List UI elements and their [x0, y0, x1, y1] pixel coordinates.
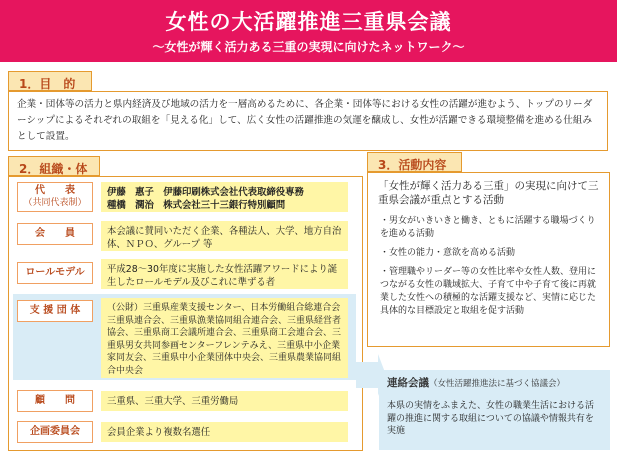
org-content-role-model: 平成28～30年度に実施した女性活躍アワードにより誕生したロールモデル及びこれに準ずる者 [101, 259, 348, 289]
activities-box [367, 172, 610, 347]
liaison-box [379, 370, 610, 450]
org-label-text: 顧 問 [35, 395, 75, 406]
org-label-members [17, 223, 93, 245]
org-content-members: 本会議に賛同いただく企業、各種法人、大学、地方自治体、ＮＰＯ、グループ 等 [101, 221, 348, 251]
activity-item: ・管理職やリーダー等の女性比率や女性人数、登用につながる女性の職域拡大、子育て中や子育て後に再就業した女性への積極的な活躍支援など、実情に応じた具体的な目標設定と取組を促す活動 [380, 267, 597, 316]
organization-heading: 2．組織・体 [8, 156, 100, 176]
activities-lead: 「女性が輝く活力ある三重」の実現に向けて三重県会議が重点とする活動 [378, 180, 599, 206]
activities-heading: 3．活動内容 [367, 152, 462, 172]
org-label-representative [17, 182, 93, 212]
org-content-representative: 伊藤 惠子 伊藤印刷株式会社代表取締役専務 種橋 潤治 株式会社三十三銀行特別顧問 [101, 182, 348, 212]
purpose-body: 企業・団体等の活力と県内経済及び地域の活力を一層高めるために、各企業・団体等における女性の活躍が進むよう、トップのリーダーシップによるそれぞれの取組を「見える化」して、広く女性の活躍推進の気運を醸成し、女性が活躍できる環境整備を進める仕組みとして設置。 [8, 91, 608, 151]
org-label-subtext: （共同代表制） [23, 198, 87, 208]
org-label-text: 企画委員会 [30, 426, 80, 437]
purpose-heading: 1．目 的 [8, 71, 92, 91]
org-content-support: （公財）三重県産業支援センター、日本労働組合総連合会三重県連合会、三重県漁業協同組合連合会、三重県経営者協会、三重県商工会議所連合会、三重県商工会連合会、三重県男女共同参画センターフレンテみえ、三重県中小企業家同友会、三重県中小企業団体中央会、三重県農業協同組合中央会 [101, 298, 348, 378]
activity-item: ・女性の能力・意欲を高める活動 [380, 248, 516, 258]
org-content-advisor: 三重県、三重大学、三重労働局 [101, 391, 348, 411]
org-label-support [17, 300, 93, 322]
org-label-text: 代 表 [35, 185, 75, 196]
org-content-planning: 会員企業より複数名選任 [101, 422, 348, 442]
title-banner [0, 0, 617, 62]
org-label-text: 支 援 団 体 [29, 305, 81, 316]
liaison-note: （女性活躍推進法に基づく協議会） [429, 379, 566, 389]
liaison-body: 本県の実情をふまえた、女性の職業生活における活躍の推進に関する取組についての協議や情報共有を実施 [387, 401, 595, 436]
liaison-title-line [387, 375, 602, 390]
org-label-text: 会 員 [35, 228, 75, 239]
page-title: 女性の大活躍推進三重県会議 [165, 10, 452, 34]
org-label-text: ロールモデル [25, 267, 85, 278]
activity-item: ・男女がいきいきと働き、ともに活躍する職場づくりを進める活動 [380, 216, 596, 239]
org-label-advisor [17, 390, 93, 412]
page-subtitle: ～女性が輝く活力ある三重の実現に向けたネットワーク～ [152, 40, 465, 54]
org-label-role-model [17, 262, 93, 284]
org-label-planning [17, 421, 93, 443]
liaison-title: 連絡会議 [387, 377, 429, 389]
